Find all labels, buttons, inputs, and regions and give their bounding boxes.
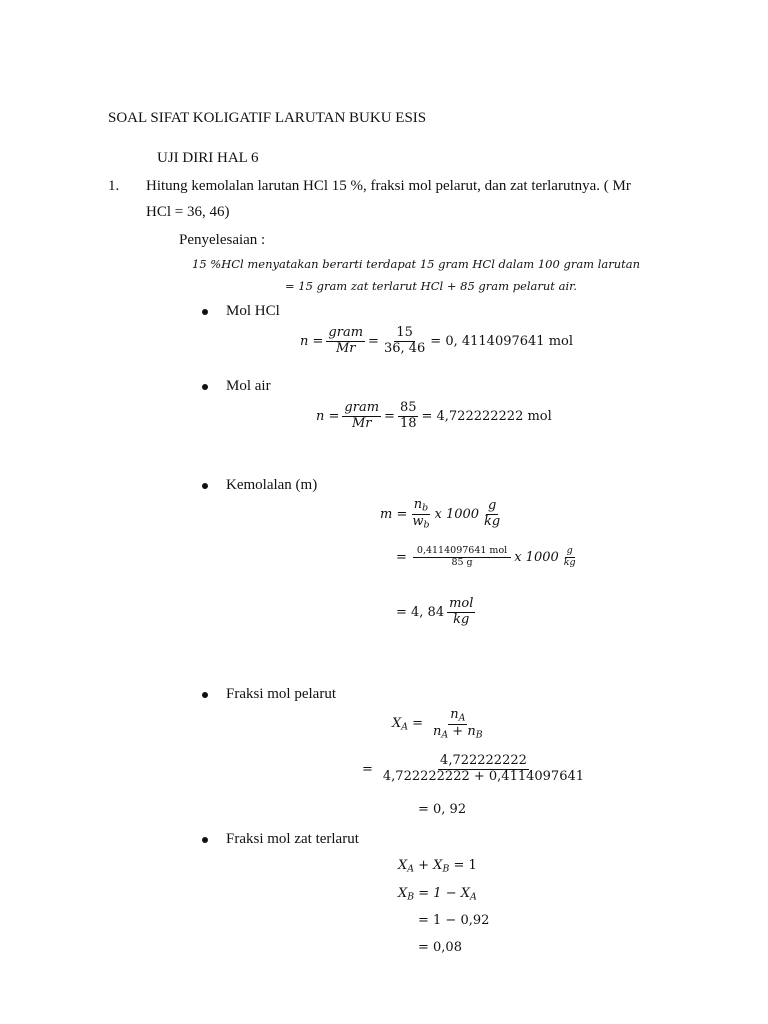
frac-denominator: w [412,514,424,530]
eq-lhs: n = [300,333,324,349]
subscript: A [407,863,415,875]
bullet-fraksi-terlarut [202,831,359,848]
subscript: A [458,712,466,724]
frac-denominator: 4,722222222 + 0,4114097641 [382,768,585,784]
eq-sign: = [396,549,407,565]
bullet-dot-icon [202,483,208,489]
frac-numerator: gram [344,400,380,415]
bullet-fraksi-pelarut [202,686,336,703]
eq-sign: = [362,761,373,777]
eq-lhs: n = [316,408,340,424]
equation-kemolalan [380,498,505,531]
page-title: SOAL SIFAT KOLIGATIF LARUTAN BUKU ESIS [108,110,427,126]
question-line-1: Hitung kemolalan larutan HCl 15 %, fraksi mol pelarut, dan zat terlarutnya. ( Mr [146,178,631,194]
bullet-dot-icon [202,384,208,390]
intro-line-1: 15 %HCl menyatakan berarti terdapat 15 gram HCl dalam 100 gram larutan [192,257,641,271]
frac-denominator: kg [563,556,576,568]
eq-result: = 4, 84 [396,604,445,620]
fraction-mol-mass [413,546,511,569]
eq-sign: = [384,408,395,424]
subscript: A [401,721,409,733]
fraction-nb-wb [410,498,431,531]
variable: X [398,886,408,901]
bullet-dot-icon [202,692,208,698]
page-subtitle: UJI DIRI HAL 6 [157,150,259,166]
bullet-mol-air [202,378,271,395]
subscript: b [422,502,429,514]
frac-denominator: 85 g [451,556,473,568]
subscript: B [407,891,415,903]
penyelesaian-label: Penyelesaian : [179,232,266,248]
equation-fraksi-terlarut-line3: = 1 − 0,92 [418,913,490,928]
subscript: B [475,729,483,741]
question-line-2: HCl = 36, 46) [146,204,230,220]
frac-numerator: n [450,707,459,722]
bullet-dot-icon [202,309,208,315]
frac-numerator: g [487,498,497,514]
fraction-gram-mr [342,401,381,432]
label-fraksi-pelarut: Fraksi mol pelarut [226,686,336,702]
frac-denominator: Mr [335,340,356,356]
subscript: A [469,891,477,903]
frac-numerator: mol [449,596,474,611]
frac-numerator: 85 [399,400,417,415]
frac-denominator: kg [484,514,501,530]
fraction-g-kg [562,546,578,569]
frac-numerator: gram [328,325,364,340]
fraction-g-kg [482,499,502,530]
eq-result: = 4,722222222 mol [421,408,552,424]
fraction-numeric [381,754,586,785]
equation-kemolalan-result [396,597,478,628]
eq-lhs: m = [380,507,408,523]
equation-fraksi-pelarut-step2 [362,754,589,785]
equation-fraksi-pelarut [392,708,488,741]
intro-line-2: = 15 gram zat terlarut HCl + 85 gram pelarut air. [285,279,578,293]
variable: X [392,716,402,732]
eq-result: = 0, 4114097641 mol [430,333,574,349]
equation-mol-hcl [300,326,573,357]
equation-mol-air [316,401,552,432]
label-mol-air: Mol air [226,378,271,394]
fraction-gram-mr [326,326,365,357]
label-mol-hcl: Mol HCl [226,303,280,319]
question-number: 1. [108,178,120,194]
fraction-15-36 [382,326,427,357]
frac-denominator: n [433,724,442,740]
subscript: A [441,729,449,741]
eq-part: = 1 − X [414,886,470,901]
fraction-na-sum [431,708,485,741]
frac-numerator: 4,722222222 [440,753,527,768]
subscript: b [423,519,430,531]
eq-sign: = [368,333,379,349]
frac-numerator: 15 [396,325,413,340]
equation-fraksi-terlarut-line2 [398,886,477,902]
frac-denominator: 36, 46 [383,340,426,356]
bullet-mol-hcl [202,303,280,320]
frac-numerator: 0,4114097641 mol [413,546,511,558]
variable: X [398,858,408,873]
label-kemolalan: Kemolalan (m) [226,477,318,493]
bullet-dot-icon [202,837,208,843]
frac-denominator: kg [453,611,470,627]
equation-fraksi-pelarut-result: = 0, 92 [418,802,467,817]
label-fraksi-terlarut: Fraksi mol zat terlarut [226,831,359,847]
fraction-85-18 [398,401,419,432]
equation-fraksi-terlarut-line4: = 0,08 [418,940,462,955]
frac-denominator: 18 [399,415,417,431]
equation-kemolalan-step2 [396,546,581,569]
bullet-kemolalan [202,477,317,494]
frac-denominator: Mr [351,415,372,431]
fraction-mol-kg [447,597,475,628]
equation-fraksi-terlarut-line1 [398,858,477,874]
frac-denominator-part: + n [448,724,476,740]
frac-numerator: n [413,497,423,512]
frac-numerator: g [566,545,573,556]
eq-multiplier: x 1000 [514,549,559,565]
eq-multiplier: x 1000 [434,507,480,523]
subscript: B [442,863,450,875]
eq-part: = 1 [449,858,477,873]
eq-part: + X [414,858,443,873]
eq-sign: = [408,716,424,732]
